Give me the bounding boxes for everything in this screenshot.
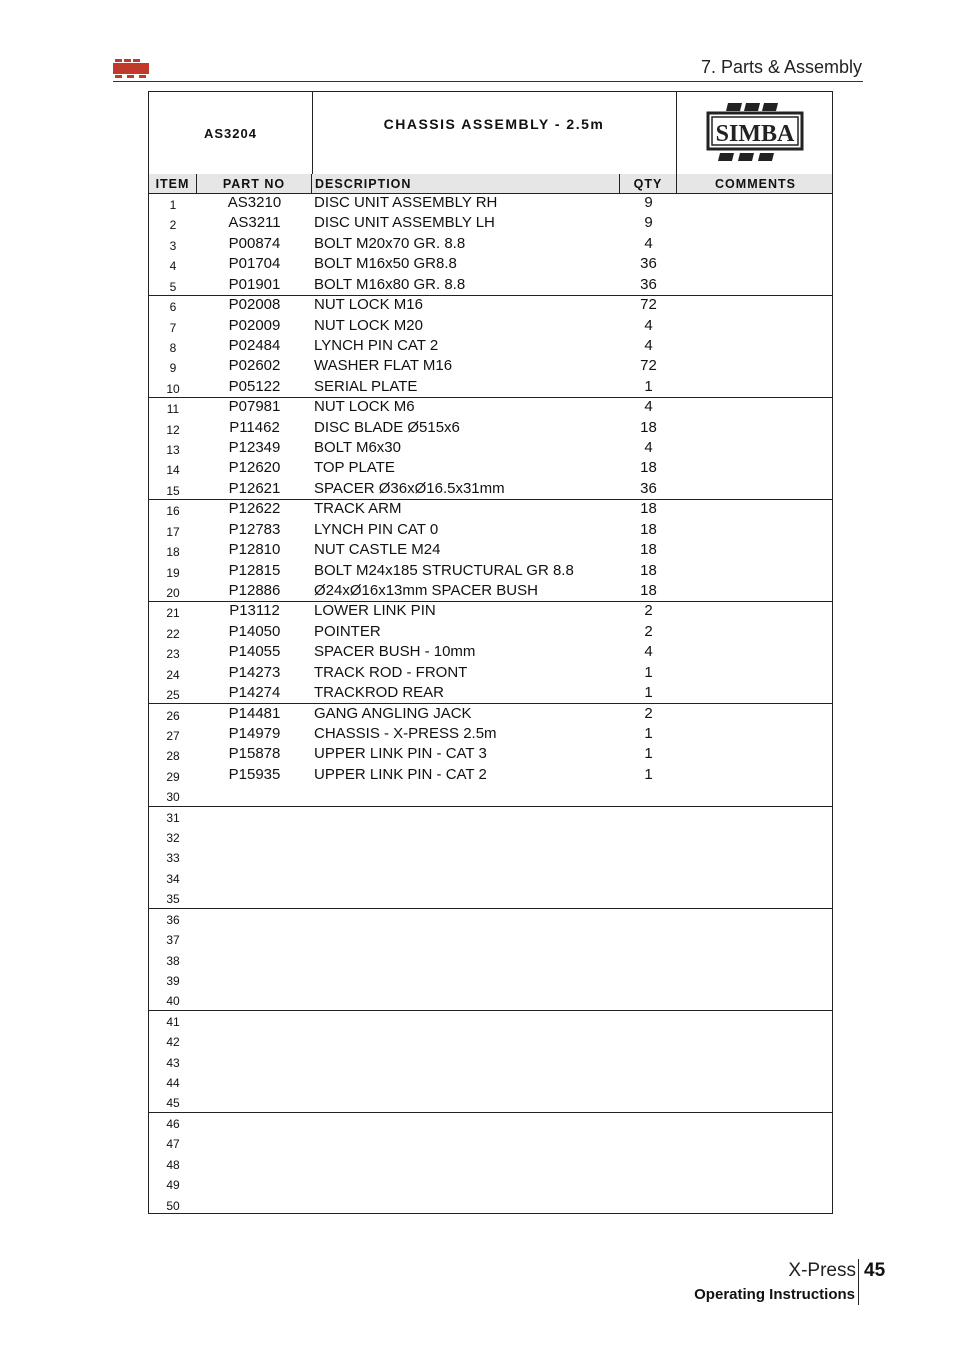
header-logo bbox=[113, 58, 149, 80]
row-part-number: P02602 bbox=[228, 357, 281, 375]
row-quantity: 18 bbox=[640, 520, 657, 538]
title-block bbox=[149, 92, 832, 175]
section-title: 7. Parts & Assembly bbox=[700, 57, 862, 77]
row-quantity: 4 bbox=[644, 439, 653, 457]
row-part-number: P14055 bbox=[228, 643, 281, 661]
row-item-number: 9 bbox=[169, 361, 177, 376]
column-headers bbox=[149, 174, 832, 194]
row-item-number: 2 bbox=[169, 218, 177, 233]
table-row bbox=[149, 234, 832, 254]
row-item-number: 19 bbox=[166, 565, 180, 580]
row-quantity: 18 bbox=[640, 418, 657, 436]
row-quantity: 4 bbox=[644, 234, 653, 252]
row-description: DISC BLADE Ø515x6 bbox=[314, 418, 460, 436]
row-description: WASHER FLAT M16 bbox=[314, 357, 453, 375]
table-row bbox=[149, 1132, 832, 1152]
table-row bbox=[149, 867, 832, 887]
row-quantity: 18 bbox=[640, 541, 657, 559]
row-item-number: 38 bbox=[166, 953, 180, 968]
footer-subtitle: Operating Instructions bbox=[694, 1286, 855, 1303]
table-row bbox=[149, 1091, 832, 1112]
row-description: BOLT M20x70 GR. 8.8 bbox=[314, 234, 466, 252]
row-quantity: 1 bbox=[644, 684, 653, 702]
row-description: DISC UNIT ASSEMBLY LH bbox=[314, 214, 495, 232]
row-quantity: 4 bbox=[644, 336, 653, 354]
row-description: BOLT M6x30 bbox=[314, 439, 401, 457]
row-item-number: 48 bbox=[166, 1157, 180, 1172]
row-item-number: 23 bbox=[166, 647, 180, 662]
row-description: NUT CASTLE M24 bbox=[314, 541, 441, 559]
row-item-number: 5 bbox=[169, 279, 177, 294]
column-header-qty: QTY bbox=[620, 174, 677, 193]
row-item-number: 36 bbox=[166, 912, 180, 927]
column-header-comments: COMMENTS bbox=[715, 177, 796, 191]
row-quantity: 2 bbox=[644, 704, 653, 722]
row-item-number: 14 bbox=[166, 463, 180, 478]
row-quantity: 18 bbox=[640, 581, 657, 599]
row-part-number: P12622 bbox=[228, 500, 281, 518]
row-description: NUT LOCK M16 bbox=[314, 296, 423, 314]
row-description: Ø24xØ16x13mm SPACER BUSH bbox=[314, 581, 538, 599]
row-quantity: 4 bbox=[644, 316, 653, 334]
row-part-number: P12783 bbox=[228, 520, 281, 538]
row-part-number: P14050 bbox=[228, 622, 281, 640]
row-item-number: 42 bbox=[166, 1035, 180, 1050]
table-row bbox=[149, 275, 832, 296]
table-row bbox=[149, 846, 832, 866]
row-quantity: 72 bbox=[640, 357, 657, 375]
row-description: UPPER LINK PIN - CAT 2 bbox=[314, 765, 487, 783]
row-quantity: 36 bbox=[640, 275, 657, 293]
page-number: 45 bbox=[864, 1260, 886, 1281]
row-quantity: 4 bbox=[644, 643, 653, 661]
row-item-number: 35 bbox=[166, 892, 180, 907]
row-description: NUT LOCK M20 bbox=[314, 316, 423, 334]
row-part-number: P14481 bbox=[228, 704, 281, 722]
table-row bbox=[149, 356, 832, 376]
row-item-number: 7 bbox=[169, 320, 177, 335]
row-item-number: 44 bbox=[166, 1076, 180, 1091]
row-item-number: 32 bbox=[166, 831, 180, 846]
row-description: POINTER bbox=[314, 622, 381, 640]
row-part-number: P01901 bbox=[228, 275, 281, 293]
parts-sheet bbox=[148, 91, 833, 1214]
row-item-number: 18 bbox=[166, 545, 180, 560]
table-row bbox=[149, 193, 832, 213]
table-row bbox=[149, 601, 832, 621]
row-item-number: 50 bbox=[166, 1198, 180, 1213]
row-quantity: 36 bbox=[640, 479, 657, 497]
table-row bbox=[149, 622, 832, 642]
table-row bbox=[149, 499, 832, 519]
table-row bbox=[149, 213, 832, 233]
row-part-number: P12349 bbox=[228, 439, 281, 457]
row-description: SPACER Ø36xØ16.5x31mm bbox=[314, 479, 505, 497]
row-quantity: 72 bbox=[640, 296, 657, 314]
table-row bbox=[149, 949, 832, 969]
row-part-number: P14273 bbox=[228, 663, 281, 681]
row-description: BOLT M24x185 STRUCTURAL GR 8.8 bbox=[314, 561, 574, 579]
table-row bbox=[149, 704, 832, 724]
table-row bbox=[149, 1071, 832, 1091]
table-row bbox=[149, 458, 832, 478]
table-row bbox=[149, 581, 832, 602]
row-quantity: 36 bbox=[640, 255, 657, 273]
row-item-number: 12 bbox=[166, 422, 180, 437]
row-quantity: 18 bbox=[640, 500, 657, 518]
row-quantity: 2 bbox=[644, 602, 653, 620]
table-row bbox=[149, 806, 832, 826]
row-item-number: 8 bbox=[169, 340, 177, 355]
table-row bbox=[149, 989, 832, 1010]
row-item-number: 33 bbox=[166, 851, 180, 866]
row-description: TRACK ROD - FRONT bbox=[314, 663, 468, 681]
row-part-number: P02009 bbox=[228, 316, 281, 334]
row-item-number: 10 bbox=[166, 381, 180, 396]
row-part-number: P05122 bbox=[228, 377, 281, 395]
row-item-number: 30 bbox=[166, 790, 180, 805]
row-quantity: 1 bbox=[644, 724, 653, 742]
table-row bbox=[149, 336, 832, 356]
row-item-number: 20 bbox=[166, 585, 180, 600]
column-header-item: ITEM bbox=[149, 174, 197, 193]
row-description: NUT LOCK M6 bbox=[314, 398, 415, 416]
row-description: BOLT M16x50 GR8.8 bbox=[314, 255, 457, 273]
row-part-number: P14274 bbox=[228, 684, 281, 702]
row-description: SPACER BUSH - 10mm bbox=[314, 643, 476, 661]
row-quantity: 1 bbox=[644, 663, 653, 681]
row-item-number: 22 bbox=[166, 626, 180, 641]
row-quantity: 9 bbox=[644, 214, 653, 232]
row-part-number: P02484 bbox=[228, 336, 281, 354]
row-item-number: 21 bbox=[166, 606, 180, 621]
row-item-number: 34 bbox=[166, 871, 180, 886]
row-quantity: 4 bbox=[644, 398, 653, 416]
row-description: SERIAL PLATE bbox=[314, 377, 418, 395]
row-description: CHASSIS - X-PRESS 2.5m bbox=[314, 724, 497, 742]
table-row bbox=[149, 418, 832, 438]
row-item-number: 3 bbox=[169, 238, 177, 253]
row-item-number: 47 bbox=[166, 1137, 180, 1152]
row-item-number: 4 bbox=[169, 259, 177, 274]
row-item-number: 41 bbox=[166, 1014, 180, 1029]
row-quantity: 18 bbox=[640, 459, 657, 477]
row-quantity: 1 bbox=[644, 377, 653, 395]
row-description: TRACKROD REAR bbox=[314, 684, 445, 702]
row-item-number: 28 bbox=[166, 749, 180, 764]
row-item-number: 45 bbox=[166, 1096, 180, 1111]
row-part-number: P12886 bbox=[228, 581, 281, 599]
row-item-number: 15 bbox=[166, 483, 180, 498]
assembly-title: CHASSIS ASSEMBLY - 2.5m bbox=[312, 92, 677, 174]
row-item-number: 6 bbox=[169, 300, 177, 315]
table-row bbox=[149, 887, 832, 908]
row-part-number: P12815 bbox=[228, 561, 281, 579]
row-part-number: P15878 bbox=[228, 745, 281, 763]
table-row bbox=[149, 438, 832, 458]
row-description: LOWER LINK PIN bbox=[314, 602, 436, 620]
table-row bbox=[149, 928, 832, 948]
row-item-number: 1 bbox=[169, 198, 177, 212]
table-row bbox=[149, 1153, 832, 1173]
row-item-number: 37 bbox=[166, 933, 180, 948]
row-part-number: P00874 bbox=[228, 234, 281, 252]
table-row bbox=[149, 1173, 832, 1193]
row-part-number: P02008 bbox=[228, 296, 281, 314]
row-part-number: P12620 bbox=[228, 459, 281, 477]
row-quantity: 1 bbox=[644, 765, 653, 783]
row-quantity: 18 bbox=[640, 561, 657, 579]
row-description: BOLT M16x80 GR. 8.8 bbox=[314, 275, 466, 293]
row-part-number: AS3211 bbox=[228, 214, 281, 232]
row-item-number: 25 bbox=[166, 688, 180, 703]
row-item-number: 13 bbox=[166, 443, 180, 458]
table-row bbox=[149, 1112, 832, 1132]
table-row bbox=[149, 1010, 832, 1030]
row-description: LYNCH PIN CAT 0 bbox=[314, 520, 439, 538]
table-row bbox=[149, 663, 832, 683]
row-part-number: P01704 bbox=[228, 255, 281, 273]
row-item-number: 16 bbox=[166, 504, 180, 519]
column-header-part-no: PART NO bbox=[197, 174, 312, 193]
table-row bbox=[149, 724, 832, 744]
table-row bbox=[149, 397, 832, 417]
table-row bbox=[149, 1051, 832, 1071]
row-part-number: AS3210 bbox=[227, 194, 282, 211]
table-row bbox=[149, 683, 832, 704]
table-row bbox=[149, 1030, 832, 1050]
row-item-number: 26 bbox=[166, 708, 180, 723]
row-quantity: 2 bbox=[644, 622, 653, 640]
table-row bbox=[149, 316, 832, 336]
table-row bbox=[149, 969, 832, 989]
row-description: UPPER LINK PIN - CAT 3 bbox=[314, 745, 487, 763]
row-item-number: 39 bbox=[166, 973, 180, 988]
row-part-number: P12621 bbox=[228, 479, 281, 497]
row-part-number: P07981 bbox=[228, 398, 281, 416]
row-part-number: P11462 bbox=[229, 418, 280, 436]
row-item-number: 27 bbox=[166, 728, 180, 743]
column-header-description: DESCRIPTION bbox=[312, 174, 620, 193]
row-part-number: P13112 bbox=[229, 602, 280, 620]
table-row bbox=[149, 295, 832, 315]
table-row bbox=[149, 826, 832, 846]
simba-logo bbox=[677, 92, 834, 174]
table-row bbox=[149, 479, 832, 500]
row-description: LYNCH PIN CAT 2 bbox=[314, 336, 439, 354]
table-row bbox=[149, 744, 832, 764]
table-row bbox=[149, 377, 832, 398]
table-row bbox=[149, 642, 832, 662]
row-part-number: P14979 bbox=[228, 724, 281, 742]
table-row bbox=[149, 540, 832, 560]
table-row bbox=[149, 254, 832, 274]
row-quantity: 9 bbox=[644, 194, 653, 211]
row-item-number: 24 bbox=[166, 667, 180, 682]
table-row bbox=[149, 1194, 832, 1214]
row-item-number: 11 bbox=[166, 402, 180, 417]
footer-product: X-Press bbox=[788, 1260, 856, 1281]
row-part-number: P15935 bbox=[228, 765, 281, 783]
row-description: GANG ANGLING JACK bbox=[314, 704, 472, 722]
assembly-code: AS3204 bbox=[149, 92, 313, 174]
table-row bbox=[149, 908, 832, 928]
table-row bbox=[149, 520, 832, 540]
row-description: TRACK ARM bbox=[314, 500, 402, 518]
row-item-number: 49 bbox=[166, 1178, 180, 1193]
table-row bbox=[149, 561, 832, 581]
simba-logo-text: SIMBA bbox=[715, 121, 794, 147]
row-quantity: 1 bbox=[644, 745, 653, 763]
row-item-number: 43 bbox=[166, 1055, 180, 1070]
row-item-number: 31 bbox=[166, 810, 180, 825]
row-item-number: 17 bbox=[166, 524, 180, 539]
row-item-number: 46 bbox=[166, 1116, 180, 1131]
row-item-number: 29 bbox=[166, 769, 180, 784]
footer-divider bbox=[858, 1259, 859, 1305]
table-row bbox=[149, 785, 832, 806]
row-description: DISC UNIT ASSEMBLY RH bbox=[314, 194, 498, 211]
table-row bbox=[149, 765, 832, 785]
row-description: TOP PLATE bbox=[314, 459, 395, 477]
row-part-number: P12810 bbox=[228, 541, 281, 559]
header-divider bbox=[113, 81, 863, 82]
row-item-number: 40 bbox=[166, 994, 180, 1009]
